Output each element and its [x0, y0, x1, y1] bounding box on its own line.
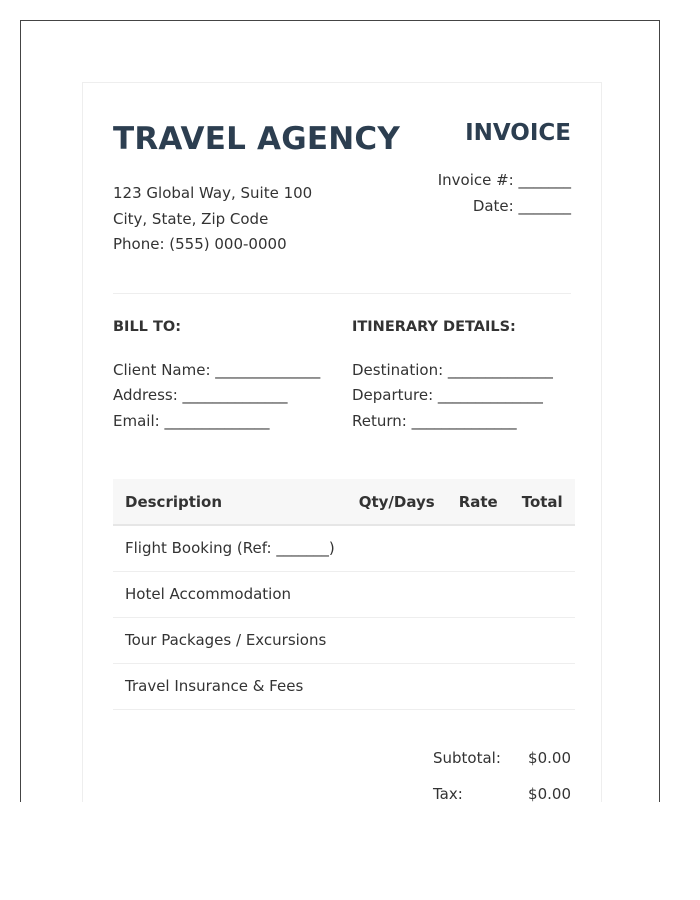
row-description: Tour Packages / Excursions [113, 617, 347, 663]
invoice-number-field: Invoice #: _______ [437, 171, 571, 189]
row-total [510, 663, 575, 709]
row-total [510, 525, 575, 571]
row-description: Travel Insurance & Fees [113, 663, 347, 709]
subtotal-value: $0.00 [528, 749, 571, 767]
row-description: Hotel Accommodation [113, 571, 347, 617]
agency-address-line1: 123 Global Way, Suite 100 [113, 184, 313, 202]
row-qty [347, 663, 447, 709]
invoice-date-field: Date: _______ [472, 197, 571, 215]
tax-value: $0.00 [528, 785, 571, 802]
return-field: Return: ______________ [352, 412, 517, 430]
row-qty [347, 525, 447, 571]
agency-address-line2: City, State, Zip Code [113, 210, 269, 228]
invoice-sheet [82, 82, 602, 802]
bill-to-title: BILL TO: [113, 319, 181, 335]
row-rate [447, 617, 510, 663]
departure-field: Departure: ______________ [352, 386, 543, 404]
column-header-rate: Rate [447, 479, 510, 525]
client-address-field: Address: ______________ [113, 386, 288, 404]
column-header-description: Description [113, 479, 347, 525]
table-header-row [113, 479, 575, 525]
tax-label: Tax: [433, 785, 463, 802]
row-rate [447, 663, 510, 709]
row-qty [347, 571, 447, 617]
column-header-total: Total [510, 479, 575, 525]
subtotal-label: Subtotal: [433, 749, 501, 767]
row-rate [447, 571, 510, 617]
header-divider [113, 293, 571, 294]
row-description: Flight Booking (Ref: _______) [113, 525, 347, 571]
client-email-field: Email: ______________ [113, 412, 270, 430]
table-row [113, 617, 575, 663]
invoice-title: INVOICE [465, 120, 571, 146]
row-total [510, 571, 575, 617]
destination-field: Destination: ______________ [352, 361, 553, 379]
column-header-qty-days: Qty/Days [347, 479, 447, 525]
table-row [113, 571, 575, 617]
row-total [510, 617, 575, 663]
table-row [113, 663, 575, 709]
row-qty [347, 617, 447, 663]
client-name-field: Client Name: ______________ [113, 361, 321, 379]
row-rate [447, 525, 510, 571]
invoice-items-table [113, 479, 575, 710]
agency-phone: Phone: (555) 000-0000 [113, 235, 287, 253]
page-frame [20, 20, 660, 802]
itinerary-title: ITINERARY DETAILS: [352, 319, 516, 335]
agency-name: TRAVEL AGENCY [113, 121, 400, 157]
table-row [113, 525, 575, 571]
